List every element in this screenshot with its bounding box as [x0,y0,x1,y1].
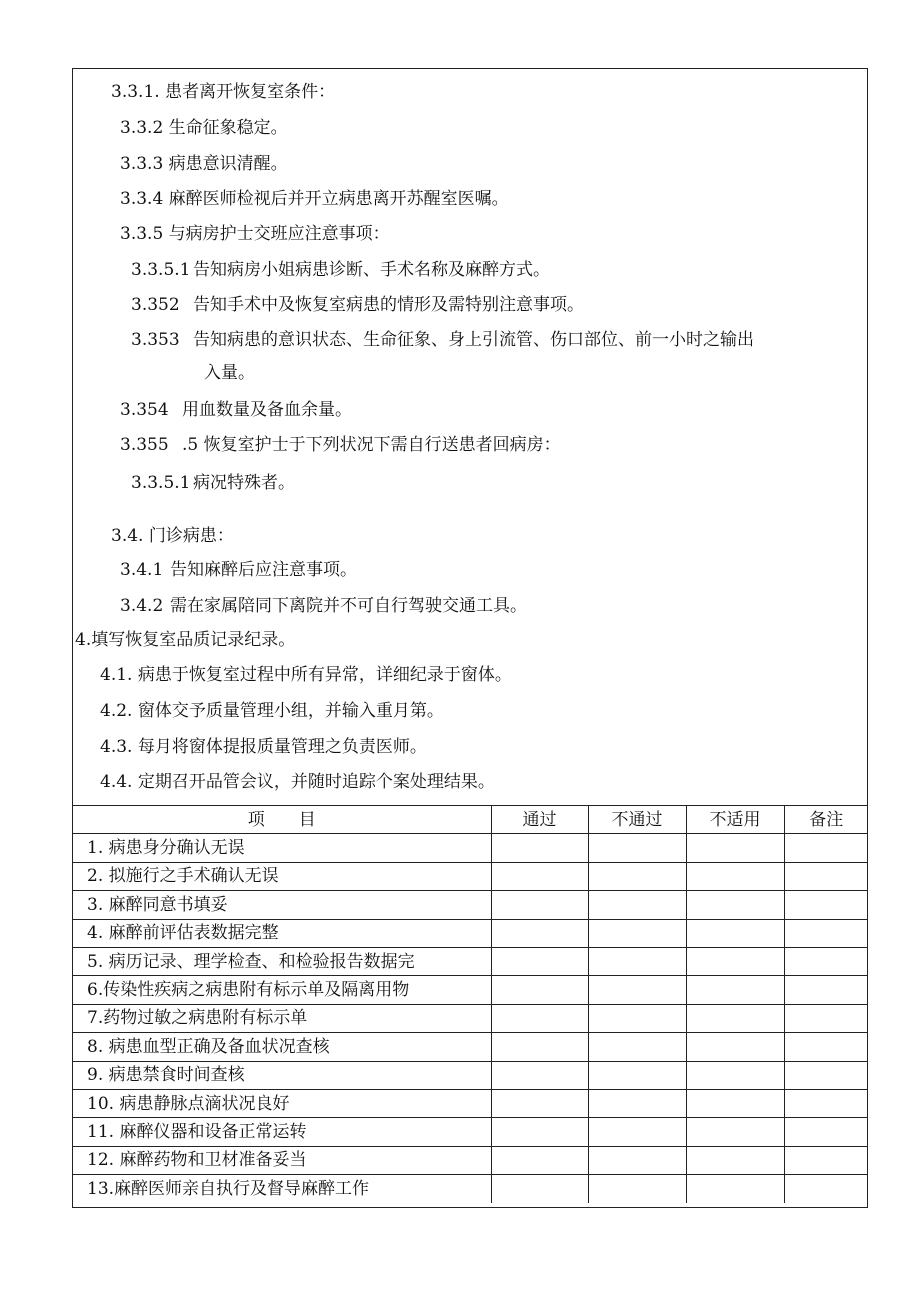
table-row [73,1089,868,1117]
remarks-cell[interactable] [784,1004,868,1032]
fail-cell[interactable] [588,1175,686,1203]
item-3-3-3: 3.3.3 病患意识清醒。 [120,154,288,174]
remarks-cell[interactable] [784,919,868,947]
na-cell[interactable] [686,1146,784,1174]
na-cell[interactable] [686,1118,784,1146]
na-cell[interactable] [686,1089,784,1117]
row-label: 11. 麻醉仪器和设备正常运转 [73,1118,491,1146]
remarks-cell[interactable] [784,1175,868,1203]
table-row [73,919,868,947]
table-row [73,834,868,862]
item-3-3-1: 3.3.1. 患者离开恢复室条件： [111,82,336,102]
item-number: 3.4.2 [120,596,164,616]
row-label: 8. 病患血型正确及备血状况查核 [73,1033,491,1061]
fail-cell[interactable] [588,862,686,890]
na-cell[interactable] [686,1004,784,1032]
remarks-cell[interactable] [784,891,868,919]
na-cell[interactable] [686,862,784,890]
item-3-353-continued: 入量。 [204,363,255,383]
fail-cell[interactable] [588,1061,686,1089]
item-number: 3.353 [131,330,180,350]
na-cell[interactable] [686,947,784,975]
item-3-3-4: 3.3.4 麻醉医师检视后并开立病患离开苏醒室医嘱。 [120,189,509,209]
section-4-title: 4.填写恢复室品质记录纪录。 [75,630,296,650]
remarks-cell[interactable] [784,1118,868,1146]
item-3-4-2 [120,595,527,617]
pass-cell[interactable] [491,1004,588,1032]
remarks-cell[interactable] [784,1033,868,1061]
row-label: 2. 拟施行之手术确认无误 [73,862,491,890]
item-4-1: 4.1. 病患于恢复室过程中所有异常，详细纪录于窗体。 [100,665,512,685]
item-3-4-1 [120,559,357,581]
row-label: 12. 麻醉药物和卫材准备妥当 [73,1146,491,1174]
table-row [73,891,868,919]
item-text: 需在家属陪同下离院并不可自行驾驶交通工具。 [170,596,527,616]
table-header-row [73,806,868,834]
fail-cell[interactable] [588,976,686,1004]
fail-cell[interactable] [588,919,686,947]
header-not-applicable: 不适用 [686,806,784,834]
fail-cell[interactable] [588,834,686,862]
na-cell[interactable] [686,976,784,1004]
na-cell[interactable] [686,891,784,919]
pass-cell[interactable] [491,862,588,890]
table-row [73,862,868,890]
item-3-3-5: 3.3.5 与病房护士交班应注意事项： [120,224,390,244]
header-fail: 不通过 [588,806,686,834]
item-text: 告知麻醉后应注意事项。 [170,560,357,580]
item-3-355 [120,434,561,456]
na-cell[interactable] [686,1175,784,1203]
table-row [73,1118,868,1146]
checklist-table [73,805,868,1203]
table-row [73,1175,868,1203]
pass-cell[interactable] [491,1175,588,1203]
item-3-3-5-1 [131,259,550,281]
row-label: 5. 病历记录、理学检查、和检验报告数据完 [73,947,491,975]
item-number: 3.354 [120,400,169,420]
table-row [73,1033,868,1061]
table-row [73,1004,868,1032]
pass-cell[interactable] [491,1146,588,1174]
remarks-cell[interactable] [784,1061,868,1089]
fail-cell[interactable] [588,891,686,919]
header-remarks: 备注 [784,806,868,834]
item-4-3: 4.3. 每月将窗体提报质量管理之负责医师。 [100,737,427,757]
fail-cell[interactable] [588,947,686,975]
item-text: 告知病房小姐病患诊断、手术名称及麻醉方式。 [193,260,550,280]
pass-cell[interactable] [491,1089,588,1117]
item-text: 用血数量及备血余量。 [182,400,352,420]
remarks-cell[interactable] [784,834,868,862]
pass-cell[interactable] [491,947,588,975]
item-4-4: 4.4. 定期召开品管会议，并随时追踪个案处理结果。 [100,772,495,792]
table-row [73,947,868,975]
item-3-3-5-1-special [131,472,295,494]
na-cell[interactable] [686,834,784,862]
fail-cell[interactable] [588,1089,686,1117]
item-4-2: 4.2. 窗体交予质量管理小组，并输入重月第。 [100,701,444,721]
item-text: 告知病患的意识状态、生命征象、身上引流管、伤口部位、前一小时之输出 [193,330,754,350]
item-number: 3.352 [131,295,180,315]
row-label: 9. 病患禁食时间查核 [73,1061,491,1089]
item-3-3-2: 3.3.2 生命征象稳定。 [120,118,288,138]
na-cell[interactable] [686,919,784,947]
remarks-cell[interactable] [784,1146,868,1174]
pass-cell[interactable] [491,1033,588,1061]
fail-cell[interactable] [588,1118,686,1146]
table-row [73,976,868,1004]
row-label: 7.药物过敏之病患附有标示单 [73,1004,491,1032]
row-label: 13.麻醉医师亲自执行及督导麻醉工作 [73,1175,491,1203]
na-cell[interactable] [686,1061,784,1089]
document-frame [72,68,868,1208]
remarks-cell[interactable] [784,1089,868,1117]
remarks-cell[interactable] [784,976,868,1004]
pass-cell[interactable] [491,891,588,919]
fail-cell[interactable] [588,1146,686,1174]
item-text: 告知手术中及恢复室病患的情形及需特别注意事项。 [193,295,584,315]
row-label: 6.传染性疾病之病患附有标示单及隔离用物 [73,976,491,1004]
row-label: 4. 麻醉前评估表数据完整 [73,919,491,947]
pass-cell[interactable] [491,919,588,947]
item-number: 3.355 [120,435,169,455]
item-number: 3.4.1 [120,560,164,580]
row-label: 3. 麻醉同意书填妥 [73,891,491,919]
fail-cell[interactable] [588,1004,686,1032]
item-3-352 [131,294,584,316]
item-3-353 [131,329,754,351]
section-3-4-title: 3.4. 门诊病患： [111,526,234,546]
pass-cell[interactable] [491,1118,588,1146]
remarks-cell[interactable] [784,862,868,890]
item-text: .5 恢复室护士于下列状况下需自行送患者回病房： [182,435,561,455]
pass-cell[interactable] [491,834,588,862]
table-row [73,1061,868,1089]
fail-cell[interactable] [588,1033,686,1061]
item-text: 病况特殊者。 [193,473,295,493]
header-pass: 通过 [491,806,588,834]
pass-cell[interactable] [491,976,588,1004]
item-3-354 [120,399,352,421]
header-item: 项 目 [73,806,491,834]
item-number: 3.3.5.1 [131,260,191,280]
na-cell[interactable] [686,1033,784,1061]
pass-cell[interactable] [491,1061,588,1089]
remarks-cell[interactable] [784,947,868,975]
table-row [73,1146,868,1174]
row-label: 1. 病患身分确认无误 [73,834,491,862]
row-label: 10. 病患静脉点滴状况良好 [73,1089,491,1117]
item-number: 3.3.5.1 [131,473,191,493]
